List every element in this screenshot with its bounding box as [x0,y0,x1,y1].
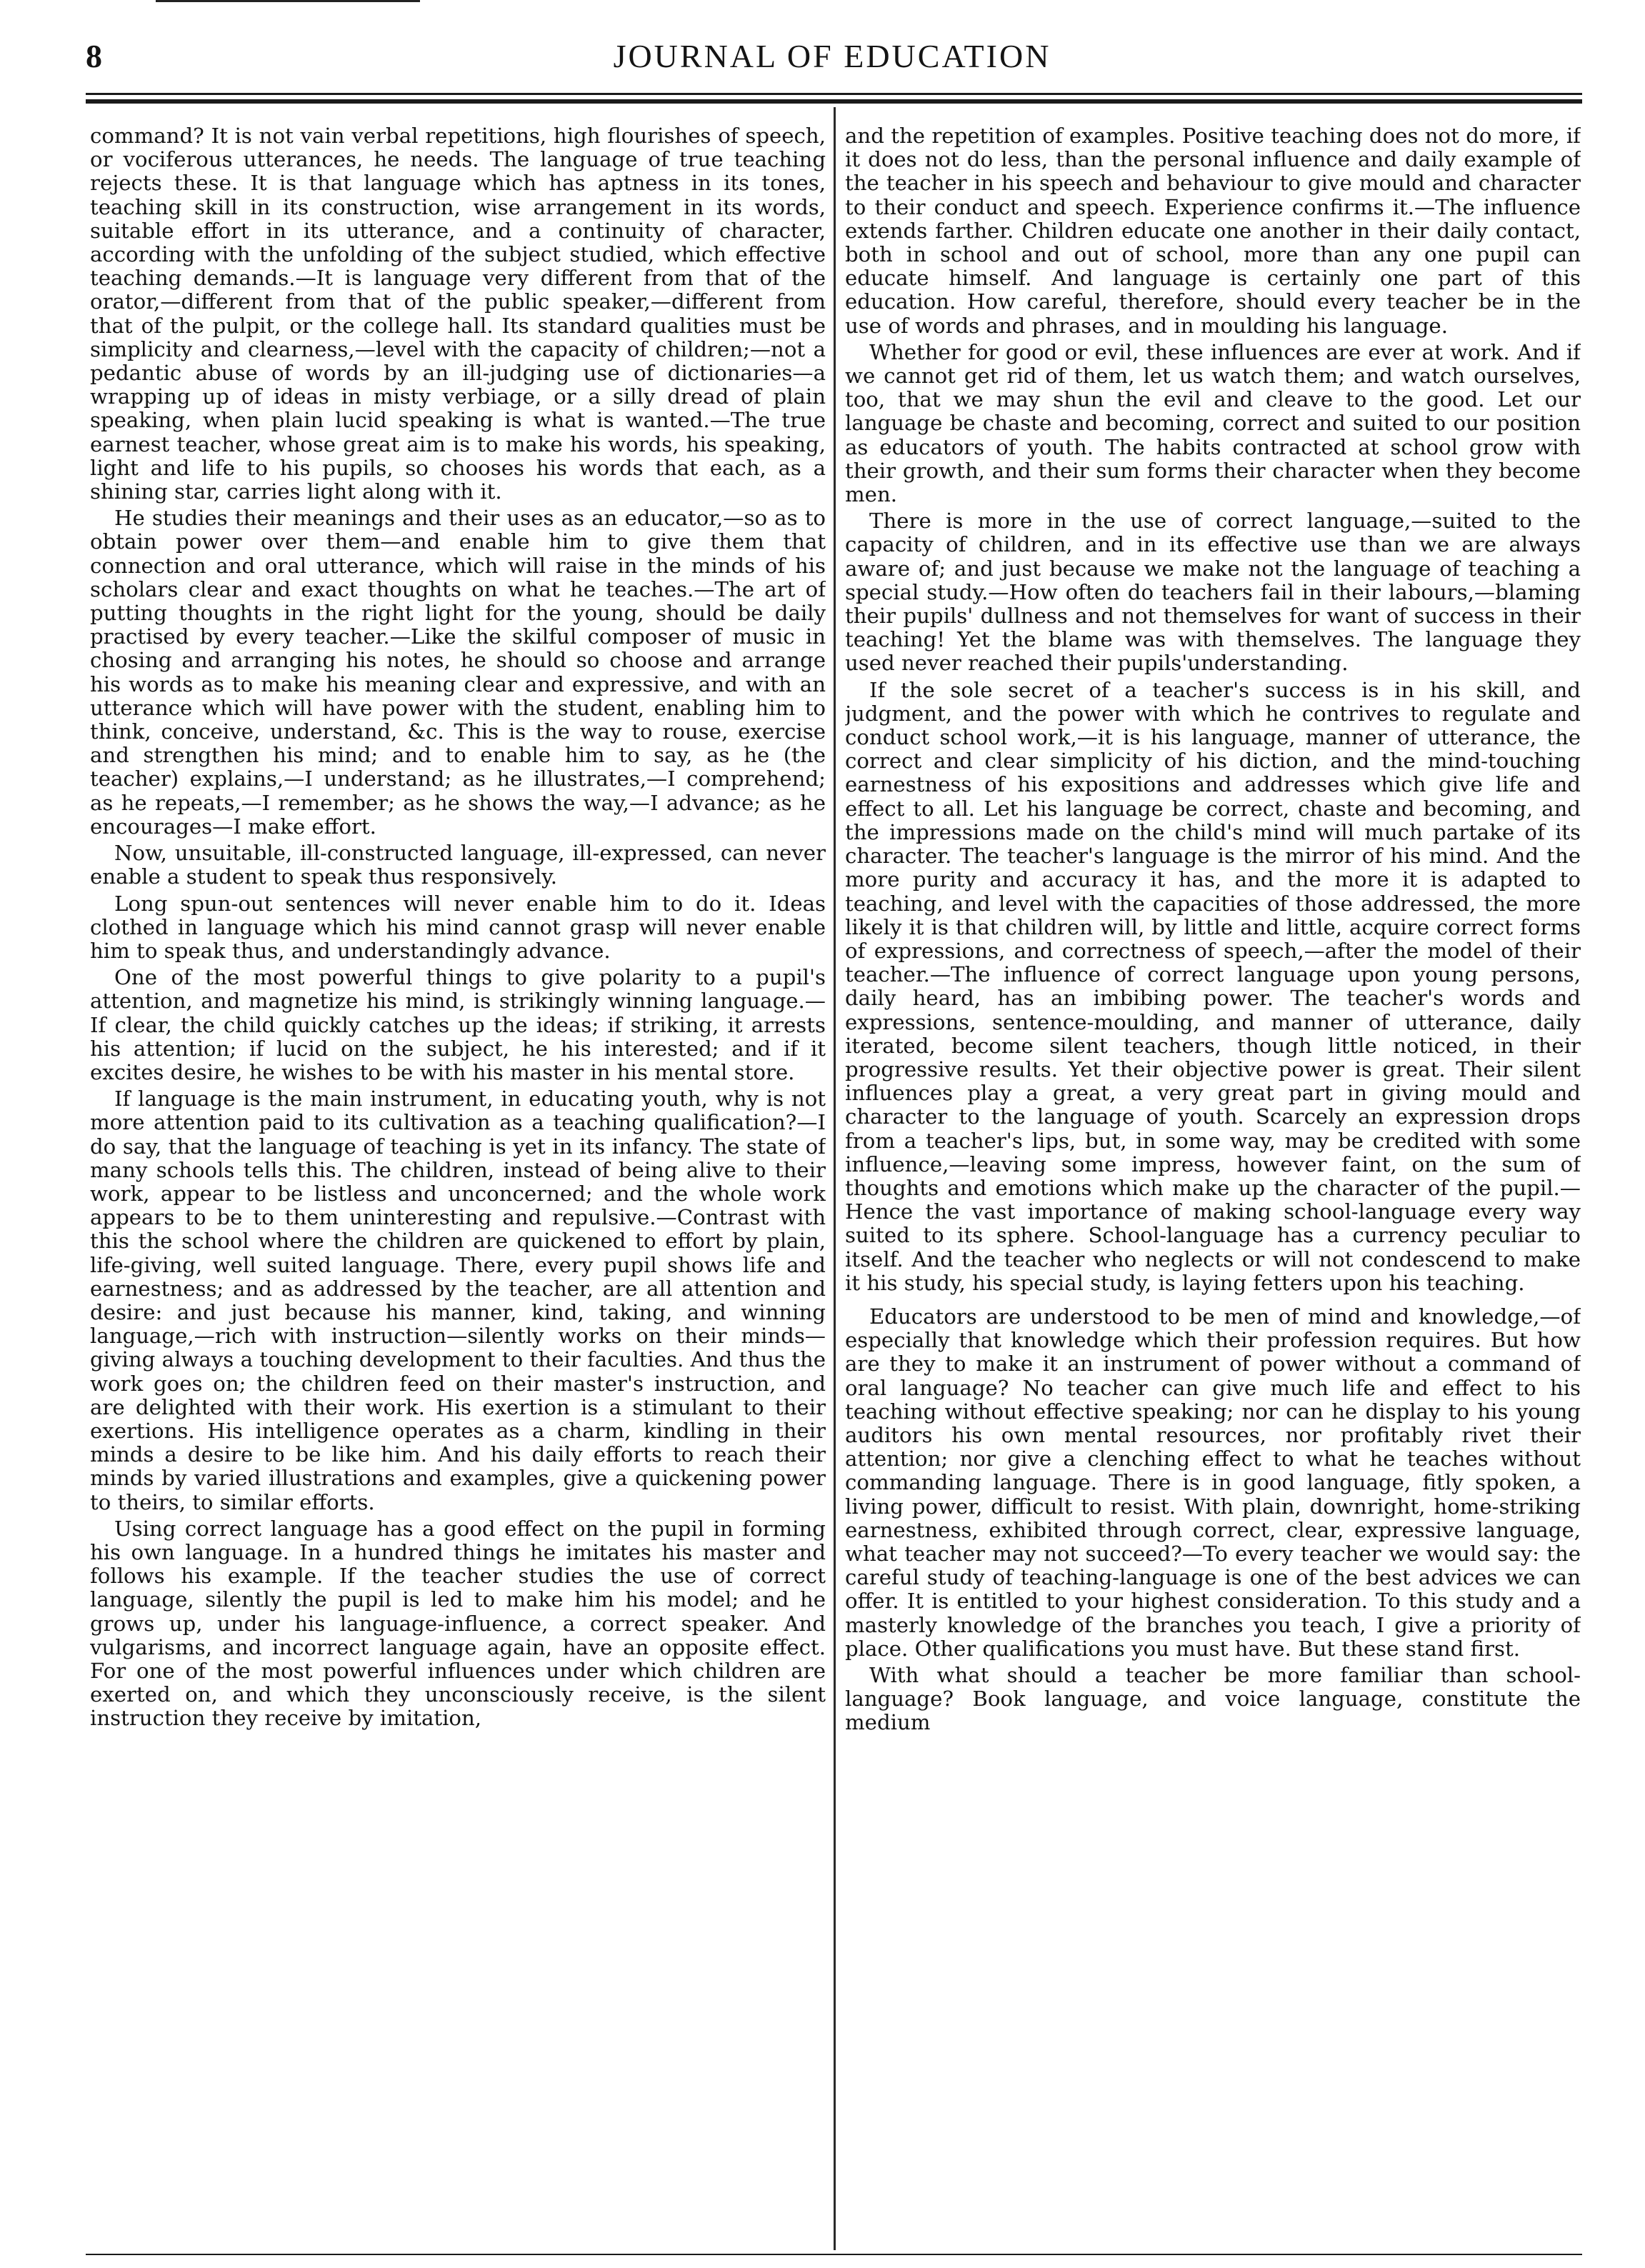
paragraph: If the sole secret of a teacher's success is in his skill, and judgment, and the power with which he contrives to regulate and conduct school work,—it is his language, manner of utterance, the correct and clear simplicity of his diction, and the mind-touching earnestness of his expositions and addresses which give life and effect to all. Let his language be correct, chaste and becoming, and the impressions made on the child's mind will much partake of its character. The teacher's language is the mirror of his mind. And the more purity and accuracy it has, and the more it is adapted to teaching, and level with the capacities of those addressed, the more likely it is that children will, by little and little, acquire correct forms of expressions, and correctness of speech,—after the model of their teacher.—The influence of correct language upon young persons, daily heard, has an imbibing power. The teacher's words and expressions, sentence-moulding, and manner of utterance, daily iterated, become silent teachers, though little noticed, in their progressive results. Yet their objective power is great. Their silent influences play a great, a very great part in giving mould and character to the language of youth. Scarcely an expression drops from a teacher's lips, but, in some way, may be credited with some influence,—leaving some impress, however faint, on the sum of thoughts and emotions which make up the character of the pupil.—Hence the vast importance of making school-language every way suited to its sphere. School-language has a currency peculiar to itself. And the teacher who neglects or will not condescend to make it his study, his special study, is laying fetters upon his teaching. [845,677,1581,1295]
left-column [90,124,826,2249]
paragraph: With what should a teacher be more familiar than school-language? Book language, and voice language, constitute the medium [845,1663,1581,1735]
paragraph: He studies their meanings and their uses as an educator,—so as to obtain power over them—and enable him to give them that connection and oral utterance, which will raise in the minds of his scholars clear and exact thoughts on what he teaches.—The art of putting thoughts in the right light for the young, should be daily practised by every teacher.—Like the skilful composer of music in chosing and arranging his notes, he should so choose and arrange his words as to make his meaning clear and expressive, and with an utterance which will have power with the student, enabling him to think, conceive, understand, &c. This is the way to rouse, exercise and strengthen his mind; and to enable him to say, as he (the teacher) explains,—I understand; as he illustrates,—I comprehend; as he repeats,—I remember; as he shows the way,—I advance; as he encourages—I make effort. [90,506,826,839]
paragraph: Using correct language has a good effect on the pupil in forming his own language. In a hundred things he imitates his master and follows his example. If the teacher studies the use of correct language, silently the pupil is led to make him his model; and he grows up, under his language-influence, a correct speaker. And vulgarisms, and incorrect language again, have an opposite effect. For one of the most powerful influences under which children are exerted on, and which they unconsciously receive, is the silent instruction they receive by imitation, [90,1516,826,1731]
paragraph: One of the most powerful things to give polarity to a pupil's attention, and magnetize his mind, is strikingly winning language.—If clear, the child quickly catches up the ideas; if striking, it arrests his attention; if lucid on the subject, he his interested; and if it excites desire, he wishes to be with his master in his mental store. [90,965,826,1084]
page-number: 8 [86,38,103,74]
paragraph: Now, unsuitable, ill-constructed language, ill-expressed, can never enable a student to speak thus responsively. [90,841,826,889]
paragraph: There is more in the use of correct language,—suited to the capacity of children, and in its effective use than we are always aware of; and just because we make not the language of teaching a special study.—How often do teachers fail in their labours,—blaming their pupils' dullness and not themselves for want of success in their teaching! Yet the blame was with themselves. The language they used never reached their pupils'understanding. [845,509,1581,676]
header-rule-thin [86,93,1582,95]
column-divider [834,107,836,2250]
right-column [845,124,1581,2249]
journal-title: JOURNAL OF EDUCATION [613,38,1051,74]
paragraph: command? It is not vain verbal repetitions, high flourishes of speech, or vociferous utterances, he needs. The language of true teaching rejects these. It is that language which has aptness in its tones, teaching skill in its construction, wise arrangement in its words, suitable effort in its utterance, and a continuity of character, according with the unfolding of the subject studied, which effective teaching demands.—It is language very different from that of the orator,—different from that of the public speaker,—different from that of the pulpit, or the college hall. Its standard qualities must be simplicity and clearness,—level with the capacity of children;—not a pedantic abuse of words by an ill-judging use of dictionaries—a wrapping up of ideas in misty verbiage, or a silly dread of plain speaking, when plain lucid speaking is what is wanted.—The true earnest teacher, whose great aim is to make his words, his speaking, light and life to his pupils, so chooses his words that each, as a shining star, carries light along with it. [90,124,826,504]
top-edge-rule [156,0,420,2]
paragraph: Educators are understood to be men of mind and knowledge,—of especially that knowledge which their profession requires. But how are they to make it an instrument of power without a command of oral language? No teacher can give much life and effect to his teaching without effective speaking; nor can he display to his young auditors his own mental resources, nor profitably rivet their attention; nor give a clenching effect to what he teaches without commanding language. There is in good language, fitly spoken, a living power, difficult to resist. With plain, downright, home-striking earnestness, exhibited through correct, clear, expressive language, what teacher may not succeed?—To every teacher we would say: the careful study of teaching-language is one of the best advices we can offer. It is entitled to your highest consideration. To this study and a masterly knowledge of the branches you teach, I give a priority of place. Other qualifications you must have. But these stand first. [845,1304,1581,1661]
page-header [86,37,1579,87]
paragraph: and the repetition of examples. Positive teaching does not do more, if it does not do less, than the personal influence and daily example of the teacher in his speech and behaviour to give mould and character to their conduct and speech. Experience confirms it.—The influence extends farther. Children educate one another in their daily contact, both in school and out of school, more than any one pupil can educate himself. And language is certainly one part of this education. How careful, therefore, should every teacher be in the use of words and phrases, and in moulding his language. [845,124,1581,338]
paragraph: Whether for good or evil, these influences are ever at work. And if we cannot get rid of them, let us watch them; and watch ourselves, too, that we may shun the evil and cleave to the good. Let our language be chaste and becoming, correct and suited to our position as educators of youth. The habits contracted at school grow with their growth, and their sum forms their character when they become men. [845,339,1581,507]
paragraph: Long spun-out sentences will never enable him to do it. Ideas clothed in language which his mind cannot grasp will never enable him to speak thus, and understandingly advance. [90,891,826,963]
footer-rule [86,2254,1582,2255]
paragraph: If language is the main instrument, in educating youth, why is not more attention paid to its cultivation as a teaching qualification?—I do say, that the language of teaching is yet in its infancy. The state of many schools tells this. The children, instead of being alive to their work, appear to be listless and unconcerned; and the whole work appears to be to them uninteresting and repulsive.—Contrast with this the school where the children are quickened to effort by plain, life-giving, well suited language. There, every pupil shows life and earnestness; and as addressed by the teacher, are all attention and desire: and just because his manner, kind, taking, and winning language,—rich with instruction—silently works on their minds—giving always a touching development to their faculties. And thus the work goes on; the children feed on their master's instruction, and are delighted with their work. His exertion is a stimulant to their exertions. His intelligence operates as a charm, kindling in their minds a desire to be like him. And his daily efforts to reach their minds by varied illustrations and examples, give a quickening power to theirs, to similar efforts. [90,1086,826,1514]
header-rule-thick [86,99,1582,104]
